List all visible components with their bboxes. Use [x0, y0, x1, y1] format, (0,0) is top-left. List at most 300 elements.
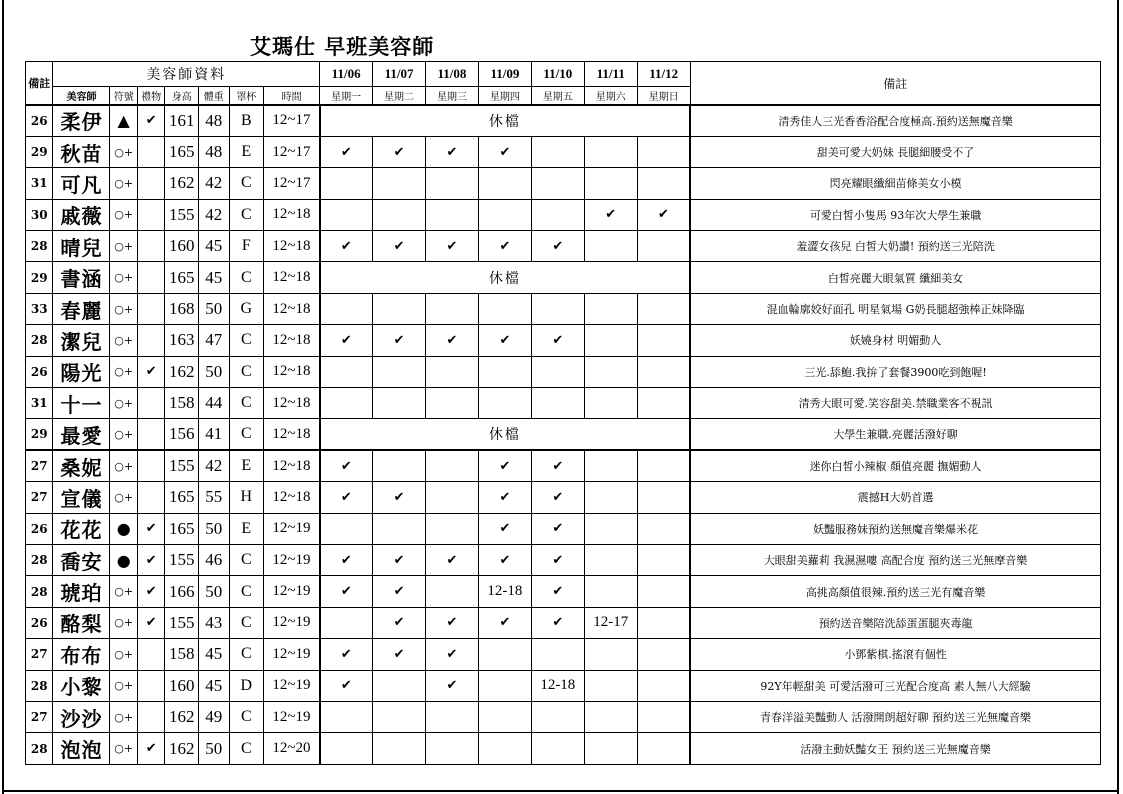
age-cell: 26 [26, 607, 53, 638]
day-cell [584, 388, 637, 419]
weekday-header: 星期二 [373, 87, 426, 106]
day-cell: ✔ [478, 513, 531, 544]
symbol-cell: ○+ [110, 325, 137, 356]
symbol-cell: ▲ [110, 105, 137, 136]
day-cell [531, 639, 584, 670]
day-cell [426, 701, 479, 732]
height-cell: 155 [165, 544, 199, 575]
cup-cell: G [229, 293, 264, 324]
day-cell [637, 325, 690, 356]
table-row [26, 733, 1101, 764]
symbol-cell: ○+ [110, 168, 137, 199]
cup-cell: F [229, 231, 264, 262]
day-cell [373, 388, 426, 419]
symbol-cell: ○+ [110, 639, 137, 670]
cup-cell: C [229, 733, 264, 764]
remark-cell: 92Y年輕甜美 可愛活潑可三光配合度高 素人無八大經驗 [690, 670, 1100, 701]
table-row [26, 293, 1101, 324]
remark-cell: 震撼H大奶首選 [690, 482, 1100, 513]
weight-cell: 46 [198, 544, 229, 575]
day-cell [426, 356, 479, 387]
cup-cell: C [229, 701, 264, 732]
symbol-cell: ○+ [110, 482, 137, 513]
day-cell [584, 513, 637, 544]
age-cell: 31 [26, 168, 53, 199]
symbol-cell: ○+ [110, 607, 137, 638]
day-cell [373, 701, 426, 732]
day-cell [637, 639, 690, 670]
time-cell: 12~19 [264, 639, 320, 670]
weekday-header: 星期三 [426, 87, 479, 106]
cup-cell: C [229, 388, 264, 419]
symbol-cell: ○+ [110, 670, 137, 701]
day-cell [320, 388, 373, 419]
day-cell [320, 168, 373, 199]
weight-cell: 42 [198, 199, 229, 230]
day-cell: ✔ [426, 231, 479, 262]
height-cell: 160 [165, 670, 199, 701]
name-cell: 最愛 [53, 419, 110, 450]
day-cell [426, 450, 479, 481]
day-cell [637, 356, 690, 387]
table-row [26, 419, 1101, 450]
age-cell: 28 [26, 576, 53, 607]
day-cell: ✔ [373, 544, 426, 575]
table-row [26, 168, 1101, 199]
off-cell: 休檔 [320, 419, 690, 450]
name-cell: 小黎 [53, 670, 110, 701]
cup-cell: C [229, 262, 264, 293]
day-cell [531, 168, 584, 199]
name-cell: 書涵 [53, 262, 110, 293]
height-cell: 161 [165, 105, 199, 136]
side-remark-header: 備註 [26, 62, 53, 106]
age-cell: 30 [26, 199, 53, 230]
age-cell: 29 [26, 419, 53, 450]
name-cell: 春麗 [53, 293, 110, 324]
day-cell [584, 450, 637, 481]
remark-cell: 可愛白皙小隻馬 93年次大學生兼職 [690, 199, 1100, 230]
gift-cell [137, 388, 164, 419]
gift-cell: ✔ [137, 356, 164, 387]
name-cell: 陽光 [53, 356, 110, 387]
symbol-cell: ○+ [110, 199, 137, 230]
weight-cell: 55 [198, 482, 229, 513]
remark-cell: 閃亮耀眼纖細苗條美女小模 [690, 168, 1100, 199]
day-cell [478, 639, 531, 670]
day-cell: ✔ [478, 450, 531, 481]
table-row [26, 482, 1101, 513]
day-cell [531, 293, 584, 324]
time-cell: 12~20 [264, 733, 320, 764]
weight-cell: 49 [198, 701, 229, 732]
day-cell: ✔ [637, 199, 690, 230]
day-cell [531, 701, 584, 732]
height-cell: 160 [165, 231, 199, 262]
weight-cell: 50 [198, 576, 229, 607]
day-cell [320, 701, 373, 732]
day-cell: ✔ [320, 639, 373, 670]
day-cell: ✔ [426, 607, 479, 638]
weekday-header: 星期四 [478, 87, 531, 106]
day-cell: ✔ [320, 670, 373, 701]
day-cell: ✔ [531, 576, 584, 607]
time-cell: 12~17 [264, 105, 320, 136]
remark-cell: 大眼甜美蘿莉 我濕濕嘍 高配合度 預約送三光無摩音樂 [690, 544, 1100, 575]
day-cell: ✔ [320, 450, 373, 481]
age-cell: 26 [26, 513, 53, 544]
height-cell: 162 [165, 356, 199, 387]
schedule-body [26, 105, 1101, 764]
age-cell: 28 [26, 670, 53, 701]
day-cell [478, 670, 531, 701]
symbol-cell: ○+ [110, 419, 137, 450]
day-cell [531, 733, 584, 764]
gift-cell [137, 199, 164, 230]
time-cell: 12~17 [264, 136, 320, 167]
cup-cell: E [229, 136, 264, 167]
day-cell: ✔ [478, 482, 531, 513]
cup-cell: C [229, 544, 264, 575]
table-row [26, 231, 1101, 262]
col-header-time: 時間 [264, 87, 320, 106]
weight-cell: 47 [198, 325, 229, 356]
cup-cell: C [229, 325, 264, 356]
name-cell: 戚薇 [53, 199, 110, 230]
day-cell [320, 356, 373, 387]
remark-cell: 高挑高顏值很辣.預約送三光有魔音樂 [690, 576, 1100, 607]
remark-cell: 羞澀女孩兒 白皙大奶讚! 預約送三光陪洗 [690, 231, 1100, 262]
height-cell: 168 [165, 293, 199, 324]
day-cell [373, 450, 426, 481]
weight-cell: 42 [198, 450, 229, 481]
cup-cell: E [229, 513, 264, 544]
day-cell [426, 168, 479, 199]
height-cell: 156 [165, 419, 199, 450]
day-cell [320, 293, 373, 324]
symbol-cell: ○+ [110, 388, 137, 419]
col-header-weight: 體重 [198, 87, 229, 106]
cup-cell: H [229, 482, 264, 513]
table-row [26, 639, 1101, 670]
day-cell: ✔ [478, 544, 531, 575]
day-cell: ✔ [320, 544, 373, 575]
symbol-cell: ○+ [110, 701, 137, 732]
day-cell [478, 388, 531, 419]
day-cell [584, 136, 637, 167]
day-cell: ✔ [373, 607, 426, 638]
day-cell: ✔ [320, 576, 373, 607]
age-cell: 26 [26, 356, 53, 387]
name-cell: 可凡 [53, 168, 110, 199]
time-cell: 12~19 [264, 701, 320, 732]
age-cell: 31 [26, 388, 53, 419]
weight-cell: 50 [198, 293, 229, 324]
time-cell: 12~18 [264, 356, 320, 387]
page-border-bottom [2, 790, 1119, 792]
table-row [26, 262, 1101, 293]
day-cell [637, 231, 690, 262]
table-row [26, 199, 1101, 230]
age-cell: 29 [26, 136, 53, 167]
weight-cell: 45 [198, 639, 229, 670]
day-cell [478, 168, 531, 199]
remark-cell: 活潑主動妖豔女王 預約送三光無魔音樂 [690, 733, 1100, 764]
weight-cell: 50 [198, 513, 229, 544]
remark-cell: 混血輪廓姣好面孔 明星氣場 G奶長腿超強棒正妹降臨 [690, 293, 1100, 324]
gift-cell: ✔ [137, 544, 164, 575]
day-cell [426, 199, 479, 230]
height-cell: 155 [165, 199, 199, 230]
day-cell: ✔ [426, 325, 479, 356]
remark-cell: 妖豔服務妹預約送無魔音樂爆米花 [690, 513, 1100, 544]
remark-cell: 三光.舔鮑.我拚了套餐3900吃到飽喔! [690, 356, 1100, 387]
day-cell [426, 293, 479, 324]
day-cell [637, 168, 690, 199]
day-cell [426, 576, 479, 607]
day-cell [373, 293, 426, 324]
name-cell: 泡泡 [53, 733, 110, 764]
gift-cell [137, 325, 164, 356]
table-row [26, 105, 1101, 136]
gift-cell [137, 168, 164, 199]
day-cell [584, 325, 637, 356]
table-row [26, 136, 1101, 167]
day-cell: ✔ [531, 544, 584, 575]
page-border-left [2, 0, 4, 794]
time-cell: 12~17 [264, 168, 320, 199]
gift-cell [137, 419, 164, 450]
day-cell [478, 701, 531, 732]
day-cell [426, 388, 479, 419]
time-cell: 12~18 [264, 231, 320, 262]
gift-cell [137, 136, 164, 167]
day-cell [320, 733, 373, 764]
time-cell: 12~18 [264, 388, 320, 419]
day-cell: ✔ [320, 136, 373, 167]
off-cell: 休檔 [320, 262, 690, 293]
date-header: 11/10 [531, 62, 584, 87]
day-cell [637, 293, 690, 324]
height-cell: 158 [165, 388, 199, 419]
table-row [26, 513, 1101, 544]
symbol-cell: ○+ [110, 450, 137, 481]
symbol-cell: ○+ [110, 733, 137, 764]
weekday-header: 星期一 [320, 87, 373, 106]
weekday-header: 星期日 [637, 87, 690, 106]
day-cell: ✔ [478, 136, 531, 167]
gift-cell [137, 639, 164, 670]
col-header-gift: 禮物 [137, 87, 164, 106]
day-cell [531, 388, 584, 419]
gift-cell: ✔ [137, 607, 164, 638]
time-cell: 12~18 [264, 325, 320, 356]
name-cell: 沙沙 [53, 701, 110, 732]
date-header: 11/07 [373, 62, 426, 87]
name-cell: 桑妮 [53, 450, 110, 481]
day-cell: 12-17 [584, 607, 637, 638]
weight-cell: 45 [198, 231, 229, 262]
day-cell: ✔ [320, 231, 373, 262]
cup-cell: C [229, 168, 264, 199]
height-cell: 158 [165, 639, 199, 670]
gift-cell: ✔ [137, 513, 164, 544]
time-cell: 12~19 [264, 544, 320, 575]
day-cell [637, 482, 690, 513]
height-cell: 166 [165, 576, 199, 607]
height-cell: 165 [165, 482, 199, 513]
col-header-cup: 罩杯 [229, 87, 264, 106]
remark-cell: 甜美可愛大奶妹 長腿細腰受不了 [690, 136, 1100, 167]
day-cell [426, 482, 479, 513]
day-cell: 12-18 [531, 670, 584, 701]
day-cell [637, 607, 690, 638]
day-cell [320, 199, 373, 230]
day-cell [637, 450, 690, 481]
day-cell [373, 356, 426, 387]
time-cell: 12~19 [264, 513, 320, 544]
day-cell: 12-18 [478, 576, 531, 607]
date-header: 11/08 [426, 62, 479, 87]
day-cell: ✔ [320, 325, 373, 356]
weight-cell: 50 [198, 356, 229, 387]
day-cell: ✔ [531, 325, 584, 356]
age-cell: 27 [26, 701, 53, 732]
age-cell: 27 [26, 482, 53, 513]
profile-group-header: 美容師資料 [53, 62, 320, 87]
remark-cell: 青春洋溢美豔動人 活潑開朗超好聊 預約送三光無魔音樂 [690, 701, 1100, 732]
weekday-header: 星期五 [531, 87, 584, 106]
day-cell [478, 733, 531, 764]
day-cell: ✔ [373, 136, 426, 167]
remark-cell: 妖嬈身材 明媚動人 [690, 325, 1100, 356]
cup-cell: D [229, 670, 264, 701]
age-cell: 28 [26, 325, 53, 356]
table-row [26, 576, 1101, 607]
date-header: 11/06 [320, 62, 373, 87]
off-cell: 休檔 [320, 105, 690, 136]
date-header: 11/12 [637, 62, 690, 87]
table-row [26, 607, 1101, 638]
height-cell: 165 [165, 262, 199, 293]
remark-cell: 迷你白皙小辣椒 顏值亮麗 撫媚動人 [690, 450, 1100, 481]
day-cell [426, 513, 479, 544]
weekday-header: 星期六 [584, 87, 637, 106]
day-cell: ✔ [478, 325, 531, 356]
age-cell: 28 [26, 544, 53, 575]
day-cell [531, 199, 584, 230]
symbol-cell: ● [110, 544, 137, 575]
day-cell: ✔ [373, 482, 426, 513]
day-cell: ✔ [426, 544, 479, 575]
height-cell: 162 [165, 168, 199, 199]
symbol-cell: ○+ [110, 262, 137, 293]
day-cell [637, 388, 690, 419]
col-header-name: 美容師 [53, 87, 110, 106]
name-cell: 宣儀 [53, 482, 110, 513]
date-header: 11/11 [584, 62, 637, 87]
remark-cell: 清秀大眼可愛.笑容甜美.禁職業客不視訊 [690, 388, 1100, 419]
col-header-symbol: 符號 [110, 87, 137, 106]
age-cell: 27 [26, 450, 53, 481]
day-cell [584, 733, 637, 764]
symbol-cell: ○+ [110, 293, 137, 324]
cup-cell: C [229, 199, 264, 230]
time-cell: 12~18 [264, 199, 320, 230]
age-cell: 28 [26, 733, 53, 764]
time-cell: 12~18 [264, 482, 320, 513]
day-cell [531, 356, 584, 387]
age-cell: 28 [26, 231, 53, 262]
cup-cell: C [229, 356, 264, 387]
gift-cell [137, 293, 164, 324]
age-cell: 29 [26, 262, 53, 293]
time-cell: 12~19 [264, 607, 320, 638]
time-cell: 12~18 [264, 262, 320, 293]
day-cell [584, 701, 637, 732]
day-cell: ✔ [373, 325, 426, 356]
height-cell: 165 [165, 513, 199, 544]
day-cell [584, 356, 637, 387]
remark-cell: 預約送音樂陪洗舔蛋蛋腿夾毒龍 [690, 607, 1100, 638]
day-cell [584, 670, 637, 701]
symbol-cell: ○+ [110, 136, 137, 167]
gift-cell [137, 670, 164, 701]
time-cell: 12~18 [264, 419, 320, 450]
day-cell [320, 607, 373, 638]
time-cell: 12~19 [264, 670, 320, 701]
gift-cell [137, 701, 164, 732]
gift-cell [137, 450, 164, 481]
name-cell: 晴兒 [53, 231, 110, 262]
name-cell: 布布 [53, 639, 110, 670]
day-cell [584, 576, 637, 607]
name-cell: 柔伊 [53, 105, 110, 136]
day-cell [637, 136, 690, 167]
day-cell [478, 199, 531, 230]
weight-cell: 48 [198, 105, 229, 136]
cup-cell: C [229, 607, 264, 638]
day-cell [584, 482, 637, 513]
day-cell: ✔ [320, 482, 373, 513]
table-row [26, 701, 1101, 732]
name-cell: 喬安 [53, 544, 110, 575]
day-cell [637, 701, 690, 732]
day-cell: ✔ [478, 231, 531, 262]
symbol-cell: ○+ [110, 356, 137, 387]
day-cell [637, 733, 690, 764]
day-cell: ✔ [373, 639, 426, 670]
day-cell [584, 293, 637, 324]
day-cell [584, 639, 637, 670]
weight-cell: 50 [198, 733, 229, 764]
day-cell [373, 199, 426, 230]
day-cell [584, 231, 637, 262]
table-row [26, 388, 1101, 419]
age-cell: 33 [26, 293, 53, 324]
cup-cell: E [229, 450, 264, 481]
day-cell: ✔ [426, 136, 479, 167]
age-cell: 26 [26, 105, 53, 136]
name-cell: 潔兒 [53, 325, 110, 356]
symbol-cell: ○+ [110, 576, 137, 607]
day-cell [320, 513, 373, 544]
day-cell [584, 168, 637, 199]
page-title: 艾瑪仕 早班美容師 [250, 34, 435, 59]
age-cell: 27 [26, 639, 53, 670]
day-cell: ✔ [426, 639, 479, 670]
name-cell: 秋苗 [53, 136, 110, 167]
